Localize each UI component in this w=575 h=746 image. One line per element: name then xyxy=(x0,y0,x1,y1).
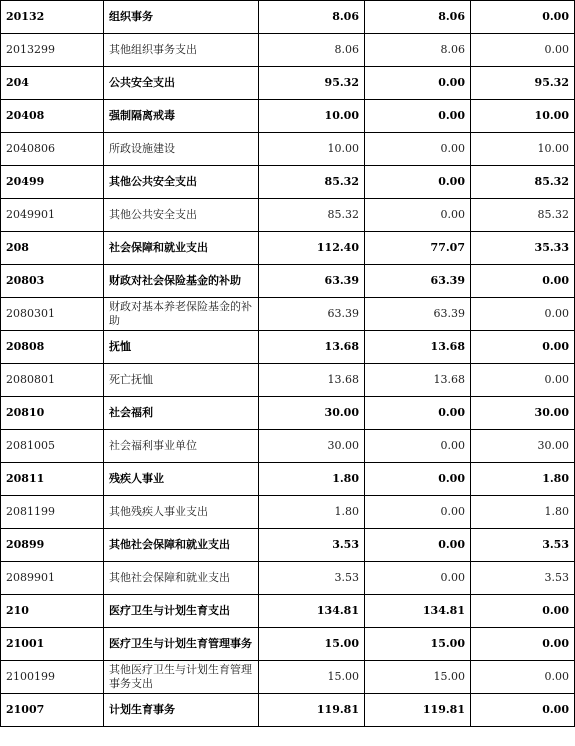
code-cell: 20808 xyxy=(1,331,104,364)
code-cell: 20811 xyxy=(1,463,104,496)
table-row xyxy=(1,166,575,199)
project-cell: 3.53 xyxy=(471,562,575,595)
name-cell: 强制隔离戒毒 xyxy=(104,100,259,133)
table-row xyxy=(1,133,575,166)
total-cell: 1.80 xyxy=(259,496,365,529)
name-cell: 公共安全支出 xyxy=(104,67,259,100)
code-cell: 2080801 xyxy=(1,364,104,397)
basic-cell: 0.00 xyxy=(365,67,471,100)
project-cell: 30.00 xyxy=(471,430,575,463)
code-cell: 204 xyxy=(1,67,104,100)
total-cell: 3.53 xyxy=(259,562,365,595)
code-cell: 2081005 xyxy=(1,430,104,463)
code-cell: 20499 xyxy=(1,166,104,199)
total-cell: 10.00 xyxy=(259,133,365,166)
name-cell: 残疾人事业 xyxy=(104,463,259,496)
total-cell: 30.00 xyxy=(259,430,365,463)
name-cell: 医疗卫生与计划生育支出 xyxy=(104,595,259,628)
total-cell: 13.68 xyxy=(259,331,365,364)
basic-cell: 0.00 xyxy=(365,529,471,562)
table-row xyxy=(1,364,575,397)
basic-cell: 63.39 xyxy=(365,265,471,298)
code-cell: 2100199 xyxy=(1,661,104,694)
basic-cell: 134.81 xyxy=(365,595,471,628)
basic-cell: 15.00 xyxy=(365,628,471,661)
total-cell: 15.00 xyxy=(259,628,365,661)
table-row xyxy=(1,595,575,628)
code-cell: 21001 xyxy=(1,628,104,661)
name-cell: 其他社会保障和就业支出 xyxy=(104,562,259,595)
project-cell: 1.80 xyxy=(471,496,575,529)
code-cell: 208 xyxy=(1,232,104,265)
table-row xyxy=(1,628,575,661)
project-cell: 0.00 xyxy=(471,694,575,727)
total-cell: 119.81 xyxy=(259,694,365,727)
basic-cell: 0.00 xyxy=(365,397,471,430)
basic-cell: 0.00 xyxy=(365,430,471,463)
table-row xyxy=(1,100,575,133)
name-cell: 组织事务 xyxy=(104,1,259,34)
table-row xyxy=(1,298,575,331)
basic-cell: 0.00 xyxy=(365,133,471,166)
name-cell: 所政设施建设 xyxy=(104,133,259,166)
total-cell: 85.32 xyxy=(259,199,365,232)
name-cell: 计划生育事务 xyxy=(104,694,259,727)
basic-cell: 0.00 xyxy=(365,496,471,529)
code-cell: 2013299 xyxy=(1,34,104,67)
total-cell: 95.32 xyxy=(259,67,365,100)
table-row xyxy=(1,529,575,562)
basic-cell: 119.81 xyxy=(365,694,471,727)
total-cell: 13.68 xyxy=(259,364,365,397)
total-cell: 112.40 xyxy=(259,232,365,265)
project-cell: 30.00 xyxy=(471,397,575,430)
project-cell: 0.00 xyxy=(471,298,575,331)
total-cell: 63.39 xyxy=(259,298,365,331)
code-cell: 20810 xyxy=(1,397,104,430)
code-cell: 20803 xyxy=(1,265,104,298)
total-cell: 15.00 xyxy=(259,661,365,694)
total-cell: 3.53 xyxy=(259,529,365,562)
basic-cell: 8.06 xyxy=(365,34,471,67)
name-cell: 其他残疾人事业支出 xyxy=(104,496,259,529)
table-row xyxy=(1,496,575,529)
table-row xyxy=(1,430,575,463)
project-cell: 0.00 xyxy=(471,265,575,298)
basic-cell: 13.68 xyxy=(365,364,471,397)
basic-cell: 8.06 xyxy=(365,1,471,34)
project-cell: 0.00 xyxy=(471,628,575,661)
project-cell: 0.00 xyxy=(471,1,575,34)
total-cell: 30.00 xyxy=(259,397,365,430)
table-row xyxy=(1,463,575,496)
name-cell: 其他医疗卫生与计划生育管理事务支出 xyxy=(104,661,259,694)
project-cell: 0.00 xyxy=(471,364,575,397)
name-cell: 财政对社会保险基金的补助 xyxy=(104,265,259,298)
budget-table-body xyxy=(1,1,575,727)
name-cell: 其他组织事务支出 xyxy=(104,34,259,67)
name-cell: 抚恤 xyxy=(104,331,259,364)
basic-cell: 0.00 xyxy=(365,166,471,199)
total-cell: 134.81 xyxy=(259,595,365,628)
basic-cell: 15.00 xyxy=(365,661,471,694)
table-row xyxy=(1,199,575,232)
table-row xyxy=(1,562,575,595)
table-row xyxy=(1,232,575,265)
basic-cell: 0.00 xyxy=(365,463,471,496)
project-cell: 10.00 xyxy=(471,100,575,133)
table-row xyxy=(1,265,575,298)
code-cell: 20899 xyxy=(1,529,104,562)
code-cell: 210 xyxy=(1,595,104,628)
project-cell: 0.00 xyxy=(471,595,575,628)
name-cell: 社会福利事业单位 xyxy=(104,430,259,463)
total-cell: 8.06 xyxy=(259,34,365,67)
basic-cell: 13.68 xyxy=(365,331,471,364)
total-cell: 1.80 xyxy=(259,463,365,496)
table-row xyxy=(1,34,575,67)
name-cell: 其他社会保障和就业支出 xyxy=(104,529,259,562)
code-cell: 2089901 xyxy=(1,562,104,595)
table-row xyxy=(1,661,575,694)
name-cell: 医疗卫生与计划生育管理事务 xyxy=(104,628,259,661)
basic-cell: 0.00 xyxy=(365,562,471,595)
name-cell: 财政对基本养老保险基金的补助 xyxy=(104,298,259,331)
project-cell: 95.32 xyxy=(471,67,575,100)
project-cell: 0.00 xyxy=(471,661,575,694)
total-cell: 10.00 xyxy=(259,100,365,133)
basic-cell: 63.39 xyxy=(365,298,471,331)
project-cell: 85.32 xyxy=(471,166,575,199)
total-cell: 85.32 xyxy=(259,166,365,199)
name-cell: 社会保障和就业支出 xyxy=(104,232,259,265)
project-cell: 10.00 xyxy=(471,133,575,166)
code-cell: 2040806 xyxy=(1,133,104,166)
code-cell: 21007 xyxy=(1,694,104,727)
project-cell: 1.80 xyxy=(471,463,575,496)
name-cell: 其他公共安全支出 xyxy=(104,166,259,199)
project-cell: 0.00 xyxy=(471,34,575,67)
table-row xyxy=(1,1,575,34)
code-cell: 2081199 xyxy=(1,496,104,529)
code-cell: 2080301 xyxy=(1,298,104,331)
code-cell: 2049901 xyxy=(1,199,104,232)
name-cell: 其他公共安全支出 xyxy=(104,199,259,232)
name-cell: 死亡抚恤 xyxy=(104,364,259,397)
project-cell: 35.33 xyxy=(471,232,575,265)
total-cell: 63.39 xyxy=(259,265,365,298)
project-cell: 85.32 xyxy=(471,199,575,232)
total-cell: 8.06 xyxy=(259,1,365,34)
name-cell: 社会福利 xyxy=(104,397,259,430)
table-row xyxy=(1,694,575,727)
table-row xyxy=(1,331,575,364)
basic-cell: 77.07 xyxy=(365,232,471,265)
code-cell: 20408 xyxy=(1,100,104,133)
basic-cell: 0.00 xyxy=(365,199,471,232)
project-cell: 3.53 xyxy=(471,529,575,562)
code-cell: 20132 xyxy=(1,1,104,34)
table-row xyxy=(1,397,575,430)
project-cell: 0.00 xyxy=(471,331,575,364)
basic-cell: 0.00 xyxy=(365,100,471,133)
table-row xyxy=(1,67,575,100)
